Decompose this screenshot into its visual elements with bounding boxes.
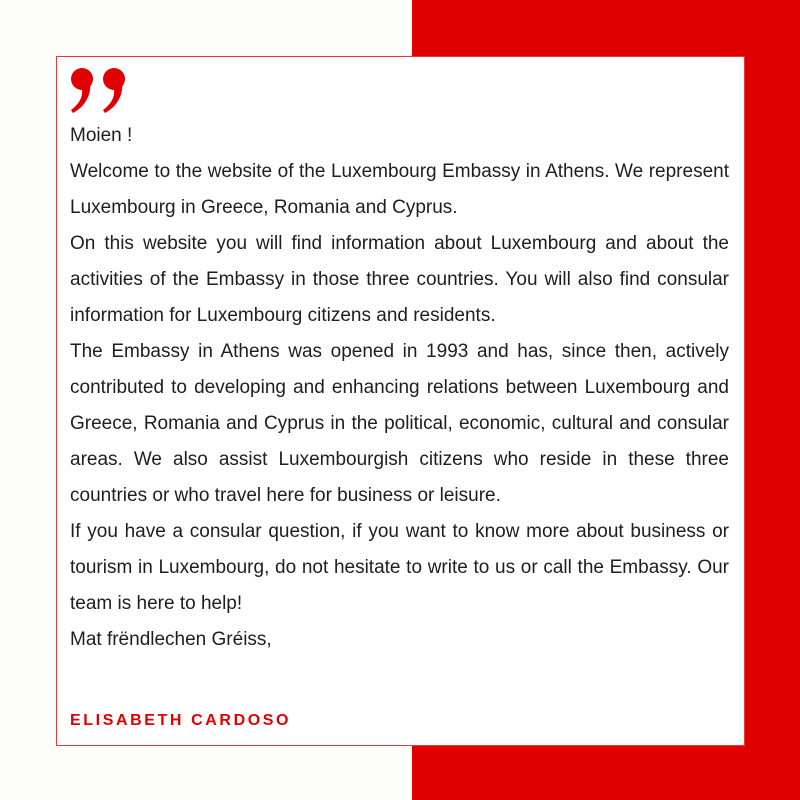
letter-body	[70, 118, 729, 658]
quotation-mark-icon	[68, 66, 132, 116]
paragraph-embassy-history: The Embassy in Athens was opened in 1993 and has, since then, actively contributed to developing and enhancing relations between Luxembourg and Greece, Romania and Cyprus in the political, economic, cultural and consular areas. We also assist Luxembourgish citizens who reside in these three countries or who travel here for business or leisure.	[70, 341, 729, 506]
greeting: Moien !	[70, 125, 133, 146]
paragraph-contact: If you have a consular question, if you want to know more about business or tourism in Luxembourg, do not hesitate to write to us or call the Embassy. Our team is here to help!	[70, 521, 729, 614]
signature-name: ELISABETH CARDOSO	[70, 712, 292, 729]
closing: Mat frëndlechen Gréiss,	[70, 629, 272, 650]
paragraph-welcome: Welcome to the website of the Luxembourg Embassy in Athens. We represent Luxembourg in Greece, Romania and Cyprus.	[70, 161, 729, 218]
paragraph-website-info: On this website you will find information about Luxembourg and about the activities of the Embassy in those three countries. You will also find consular information for Luxembourg citizens and residents.	[70, 233, 729, 326]
